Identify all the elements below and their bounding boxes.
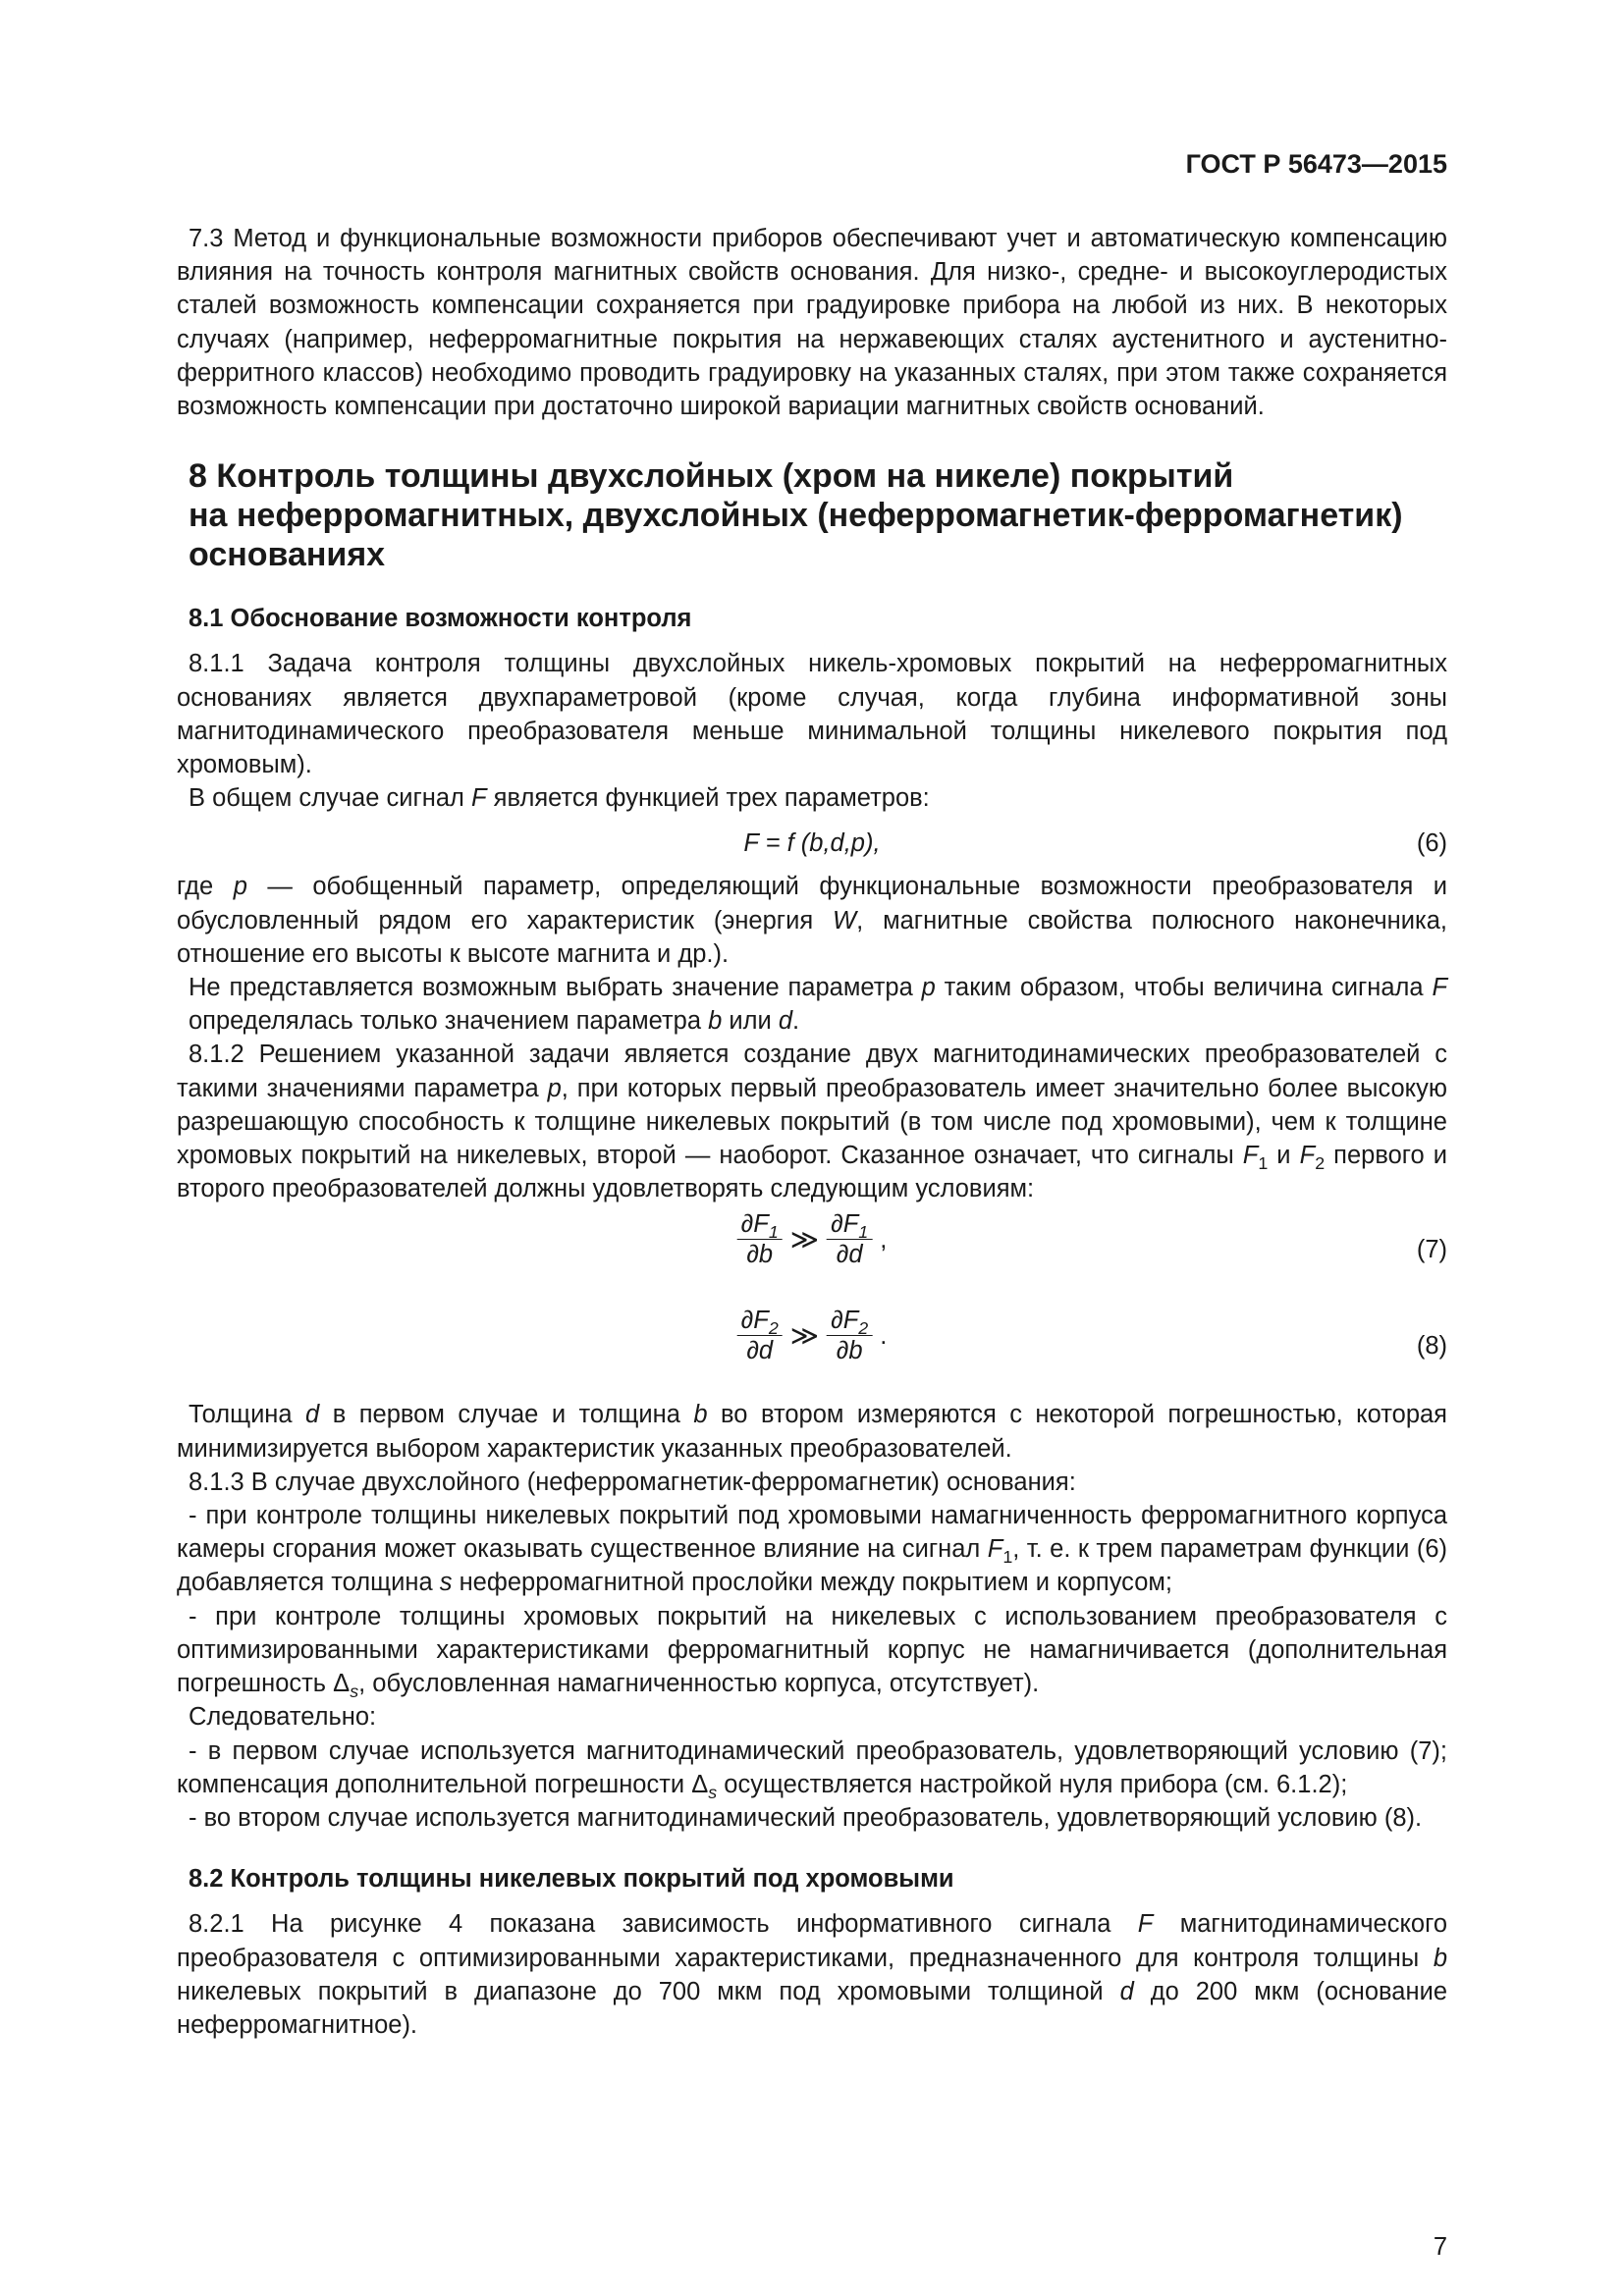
var-F: F: [1432, 974, 1448, 1002]
denominator: ∂b: [746, 1241, 774, 1269]
var-F: F: [471, 784, 487, 813]
text: осуществляется настройкой нуля прибора (см. 6.1.2);: [717, 1770, 1348, 1798]
text: ∂F: [740, 1307, 769, 1335]
var-F: F: [1242, 1142, 1259, 1170]
page-number: 7: [1433, 2233, 1447, 2261]
text: где: [177, 873, 234, 901]
text: .: [792, 1007, 800, 1036]
paragraph-not-possible: [177, 971, 1447, 1038]
equation-8-expr: [737, 1306, 888, 1365]
denominator: ∂d: [836, 1241, 863, 1269]
fraction: [737, 1209, 783, 1269]
var-b: b: [693, 1401, 708, 1429]
numerator: [827, 1209, 872, 1243]
much-greater-sign: ≫: [789, 1223, 820, 1255]
where-clause: [177, 870, 1447, 971]
section-8-title: [177, 456, 1447, 574]
equation-6-expr: F = f (b,d,p),: [743, 829, 881, 858]
text: 8.1.2 Решением указанной задачи является создание двух магнитодинамических преобразователей с такими значениями параметра: [177, 1041, 1447, 1102]
text: ∂F: [740, 1210, 769, 1239]
text: неферромагнитной прослойки между покрытием и корпусом;: [452, 1569, 1172, 1597]
var-p: p: [547, 1074, 562, 1102]
paragraph-8-1-3: 8.1.3 В случае двухслойного (неферромагнетик-ферромагнетик) основания:: [189, 1468, 1076, 1496]
text: является функцией трех параметров:: [486, 784, 930, 813]
paragraph-therefore: Следовательно:: [189, 1703, 377, 1732]
text: - в первом случае используется магнитодинамический преобразователь, удовлетворяющий условию (7); компенсация дополнительной погрешности Δ: [177, 1736, 1447, 1798]
punct: ,: [880, 1225, 888, 1254]
text: , магнитные свойства полюсного наконечника, отношение его высоты к высоте магнита и др.).: [177, 906, 1447, 968]
paragraph-8-1-1: 8.1.1 Задача контроля толщины двухслойных никель-хромовых покрытий на неферромагнитных основаниях является двухпараметровой (кроме случая, когда глубина информативной зоны магнитодинамического преобразователя меньше минимальной толщины никелевого покрытия под хромовым).: [177, 650, 1447, 779]
text: , т. е. к трем параметрам функции (6) добавляется толщина: [177, 1535, 1447, 1597]
document-body: [177, 222, 1447, 2042]
document-header: ГОСТ Р 56473—2015: [1185, 149, 1447, 179]
text: Не представляется возможным выбрать значение параметра: [189, 974, 922, 1002]
text: — обобщенный параметр, определяющий функциональные возможности преобразователя и обусловленный рядом его характеристик (энергия: [177, 873, 1447, 934]
paragraph-general-case: [177, 781, 1447, 815]
text: - при контроле толщины хромовых покрытий на никелевых с использованием преобразователя с оптимизированными характеристиками ферромагнитный корпус не намагничивается (дополнительная погрешность Δ: [177, 1602, 1447, 1698]
text: и: [1268, 1142, 1300, 1170]
paragraph-8-2-1: [177, 1907, 1447, 2042]
var-F: F: [1299, 1142, 1316, 1170]
text: , при которых первый преобразователь имеет значительно более высокую разрешающую способность к толщине никелевых покрытий (в том числе под хромовыми), чем к толщине хромовых покрытий на никелевых, второй — наоборот. Сказанное означает, что сигналы: [177, 1074, 1447, 1170]
equation-8-number: (8): [1416, 1332, 1447, 1361]
subscript: s: [708, 1782, 718, 1802]
subscript: 2: [858, 1318, 869, 1339]
text: магнитодинамического преобразователя с оптимизированными характеристиками, предназначенного для контроля толщины: [177, 1910, 1447, 1972]
var-p: p: [921, 974, 936, 1002]
equation-6-number: (6): [1416, 829, 1447, 858]
var-d: d: [305, 1401, 320, 1429]
var-d: d: [1119, 1977, 1134, 2005]
text: , обусловленная намагниченностью корпуса, отсутствует).: [358, 1670, 1040, 1698]
var-d: d: [778, 1007, 793, 1036]
subscript: 1: [768, 1222, 779, 1243]
paragraph-7-3: 7.3 Метод и функциональные возможности приборов обеспечивают учет и автоматическую компенсацию влияния на точность контроля магнитных свойств основания. Для низко-, средне- и высокоуглеродистых сталей возможность компенсации сохраняется при градуировке прибора на любой из них. В некоторых случаях (например, неферромагнитные покрытия на нержавеющих сталях аустенитного и аустенитно-ферритного классов) необходимо проводить градуировку на указанных сталях, при этом также сохраняется возможность компенсации при достаточно широкой вариации магнитных свойств оснований.: [177, 225, 1447, 421]
var-F: F: [987, 1535, 1003, 1564]
paragraph-8-1-2: [177, 1038, 1447, 1205]
numerator: [737, 1209, 783, 1243]
subscript: s: [350, 1682, 359, 1702]
numerator: [737, 1306, 783, 1339]
section-8-1-title: 8.1 Обоснование возможности контроля: [189, 605, 692, 633]
text: В общем случае сигнал: [189, 784, 472, 813]
list-item: [177, 1600, 1447, 1701]
var-p: p: [233, 873, 247, 901]
punct: .: [880, 1321, 888, 1350]
subscript: 1: [1258, 1153, 1269, 1174]
subscript: 1: [1002, 1547, 1013, 1568]
where-line: [177, 870, 1447, 971]
paragraph-thickness: [177, 1398, 1447, 1465]
text: в первом случае и толщина: [319, 1401, 694, 1429]
section-8-2-title: 8.2 Контроль толщины никелевых покрытий под хромовыми: [189, 1865, 954, 1894]
much-greater-sign: ≫: [789, 1319, 820, 1351]
text: ∂F: [831, 1307, 859, 1335]
var-b: b: [708, 1007, 723, 1036]
text: определялась только значением параметра: [189, 1007, 709, 1036]
equation-7-expr: [737, 1209, 888, 1269]
text: ∂F: [831, 1210, 859, 1239]
section-8-title-line2: на неферромагнитных, двухслойных (неферромагнетик-ферромагнетик): [189, 497, 1403, 535]
fraction: [737, 1306, 783, 1365]
equation-8: [177, 1302, 1447, 1398]
list-item: [177, 1499, 1447, 1600]
subscript: 1: [858, 1222, 869, 1243]
list-item: - во втором случае используется магнитодинамический преобразователь, удовлетворяющий условию (8).: [189, 1803, 1423, 1832]
text: никелевых покрытий в диапазоне до 700 мкм под хромовыми толщиной: [177, 1977, 1120, 2005]
fraction: [827, 1209, 872, 1269]
subscript: 2: [768, 1318, 779, 1339]
subscript: 2: [1315, 1153, 1326, 1174]
fraction: [827, 1306, 872, 1365]
text: до 200 мкм (основание неферромагнитное).: [177, 1977, 1447, 2039]
text: 8.2.1 На рисунке 4 показана зависимость информативного сигнала: [189, 1910, 1138, 1939]
numerator: [827, 1306, 872, 1339]
var-F: F: [1137, 1910, 1154, 1939]
var-s: s: [439, 1569, 453, 1597]
section-8-title-line1: 8 Контроль толщины двухслойных (хром на никеле) покрытий: [189, 457, 1234, 496]
equation-7: [177, 1205, 1447, 1302]
denominator: ∂b: [836, 1337, 863, 1365]
text: во втором измеряются с некоторой погрешностью, которая минимизируется выбором характеристик указанных преобразователей.: [177, 1401, 1447, 1463]
text: - при контроле толщины никелевых покрытий под хромовыми намагниченность ферромагнитного корпуса камеры сгорания может оказывать существенное влияние на сигнал: [177, 1502, 1447, 1564]
text: Толщина: [189, 1401, 306, 1429]
denominator: ∂d: [746, 1337, 774, 1365]
text: первого и второго преобразователей должны удовлетворять следующим условиям:: [177, 1142, 1448, 1203]
list-item: [177, 1735, 1447, 1801]
equation-7-number: (7): [1416, 1236, 1447, 1264]
text: таким образом, чтобы величина сигнала: [935, 974, 1433, 1002]
equation-6: [177, 815, 1447, 870]
section-8-title-line3: основаниях: [189, 536, 386, 574]
text: или: [722, 1007, 779, 1036]
var-b: b: [1433, 1944, 1447, 1972]
var-W: W: [833, 906, 857, 934]
